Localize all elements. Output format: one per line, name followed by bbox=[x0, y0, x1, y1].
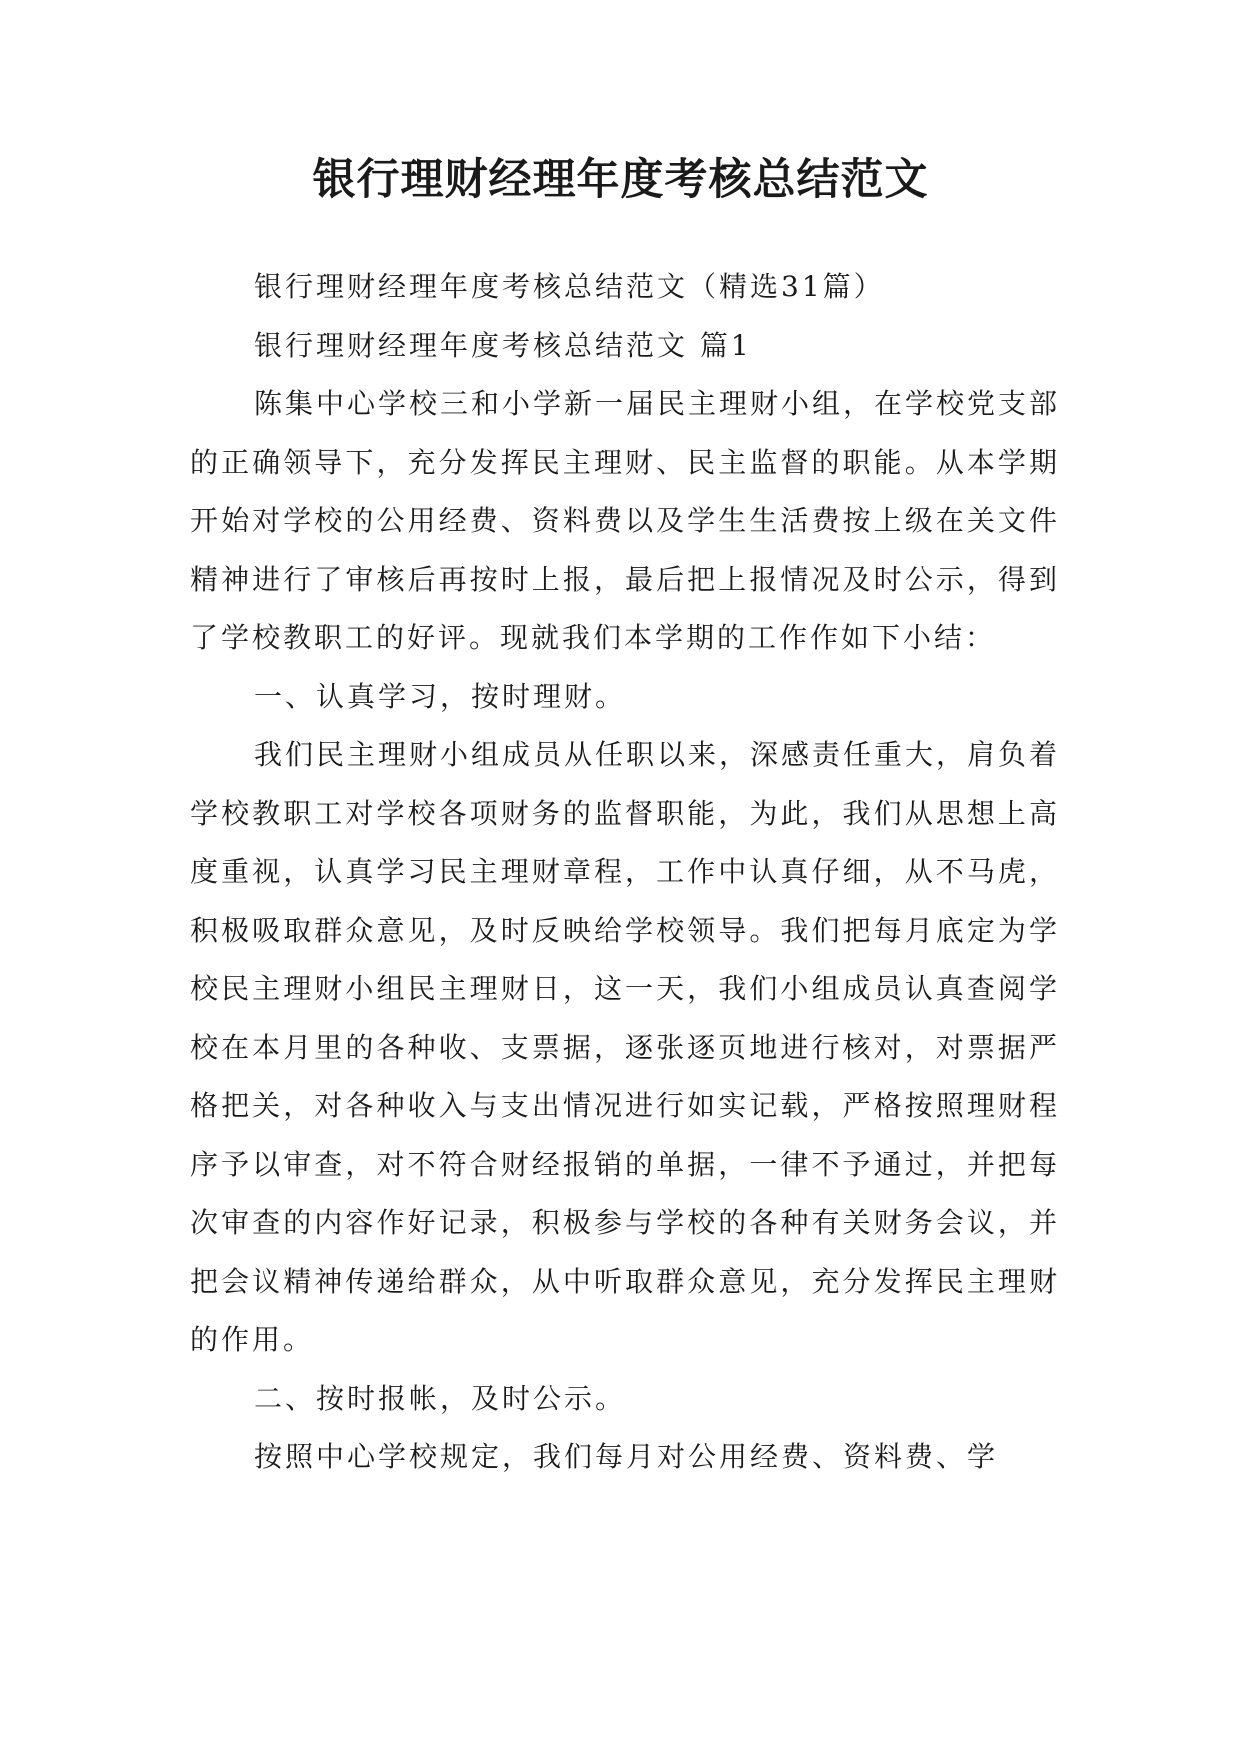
subtitle-paragraph: 银行理财经理年度考核总结范文（精选31篇） bbox=[254, 270, 885, 303]
section-heading: 二、按时报帐，及时公示。 bbox=[254, 1381, 627, 1415]
document-body bbox=[190, 258, 1060, 1487]
body-paragraph: 我们民主理财小组成员从任职以来，深感责任重大，肩负着学校教职工对学校各项财务的监督职能，为此，我们从思想上高度重视，认真学习民主理财章程，工作中认真仔细，从不马虎，积极吸取群众意见，及时反映给学校领导。我们把每月底定为学校民主理财小组民主理财日，这一天，我们小组成员认真查阅学校在本月里的各种收、支票据，逐张逐页地进行核对，对票据严格把关，对各种收入与支出情况进行如实记载，严格按照理财程序予以审查，对不符合财经报销的单据，一律不予通过，并把每次审查的内容作好记录，积极参与学校的各种有关财务会议，并把会议精神传递给群众，从中听取群众意见，充分发挥民主理财的作用。 bbox=[190, 738, 1061, 1356]
body-paragraph: 陈集中心学校三和小学新一届民主理财小组，在学校党支部的正确领导下，充分发挥民主理财、民主监督的职能。从本学期开始对学校的公用经费、资料费以及学生生活费按上级在关文件精神进行了审核后再按时上报，最后把上报情况及时公示，得到了学校教职工的好评。现就我们本学期的工作作如下小结： bbox=[190, 387, 1061, 654]
document-title: 银行理财经理年度考核总结范文 bbox=[312, 155, 929, 205]
section-heading: 银行理财经理年度考核总结范文 篇1 bbox=[254, 328, 752, 362]
body-paragraph: 按照中心学校规定，我们每月对公用经费、资料费、学 bbox=[254, 1440, 999, 1473]
section-heading: 一、认真学习，按时理财。 bbox=[254, 679, 627, 713]
